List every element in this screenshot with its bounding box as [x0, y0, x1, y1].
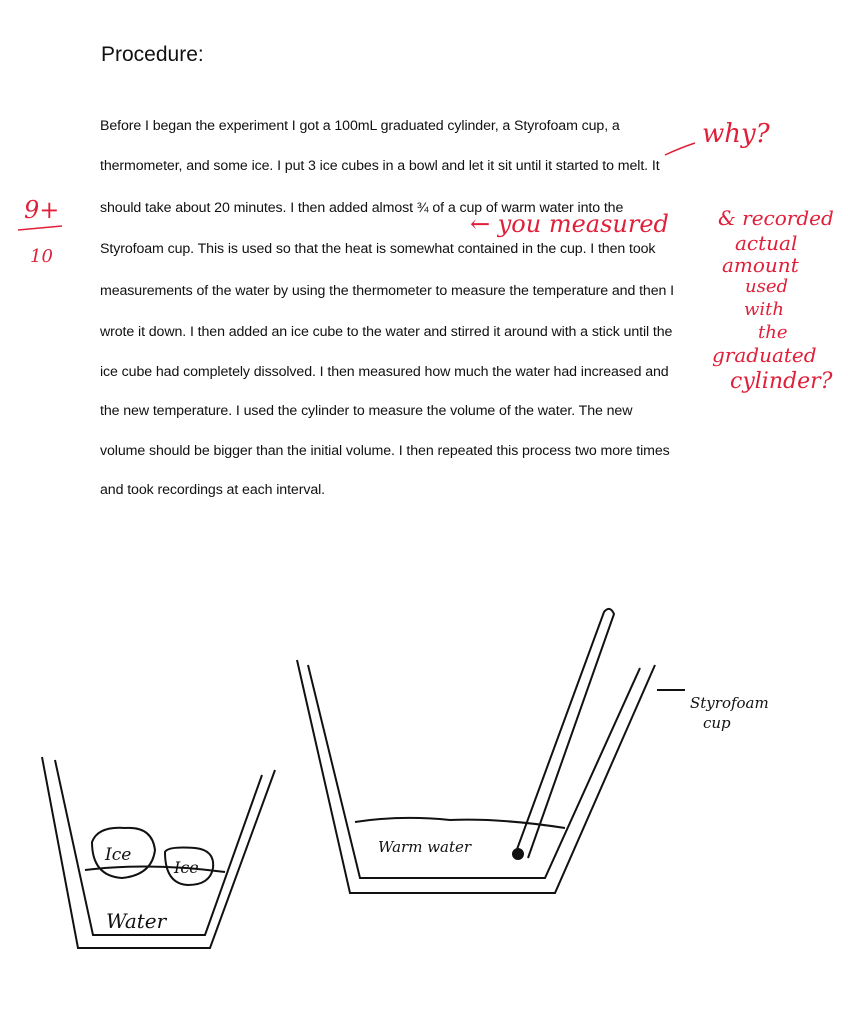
side-note-line: the	[758, 322, 788, 343]
cup-label: cup	[703, 714, 731, 732]
side-note-line: graduated	[712, 343, 817, 367]
why-stroke	[665, 143, 695, 155]
side-note-line: with	[744, 299, 784, 320]
thermometer	[516, 609, 614, 858]
text-line: should take about 20 minutes. I then added almost ¾ of a cup of warm water into the	[100, 200, 624, 216]
styrofoam-cup-labels	[378, 694, 769, 856]
side-note-line: amount	[722, 253, 799, 277]
side-note-line: & recorded	[718, 206, 834, 230]
ice-label: Ice	[105, 845, 132, 865]
teacher-annotations	[18, 119, 834, 394]
text-line: volume should be bigger than the initial volume. I then repeated this process two more times	[100, 443, 670, 459]
text-line: the new temperature. I used the cylinder to measure the volume of the water. The new	[100, 403, 633, 419]
text-line: measurements of the water by using the thermometer to measure the temperature and then I	[100, 283, 674, 299]
styrofoam-label: Styrofoam	[690, 694, 769, 712]
why-note: why?	[702, 119, 770, 149]
text-line: thermometer, and some ice. I put 3 ice cubes in a bowl and let it sit until it started to melt. It	[100, 158, 660, 174]
side-note-line: used	[745, 276, 789, 297]
grade-numerator: 9+	[24, 196, 60, 224]
text-line: and took recordings at each interval.	[100, 482, 326, 498]
grade-denominator: 10	[30, 246, 53, 267]
thermometer-bulb	[513, 849, 523, 859]
text-line: ice cube had completely dissolved. I then measured how much the water had increased and	[100, 364, 669, 380]
water-label: Water	[106, 909, 167, 933]
page-title: Procedure:	[101, 43, 204, 66]
styrofoam-cup-drawing	[297, 609, 685, 893]
side-note-line: actual	[735, 231, 798, 255]
grade-divider	[18, 226, 62, 230]
ice-label: Ice	[174, 858, 199, 877]
text-line: Styrofoam cup. This is used so that the heat is somewhat contained in the cup. I then took	[100, 241, 656, 257]
warm-water-label: Warm water	[378, 838, 472, 856]
you-measured-note: ← you measured	[470, 210, 669, 238]
text-line: Before I began the experiment I got a 100mL graduated cylinder, a Styrofoam cup, a	[100, 118, 620, 134]
side-note-line: cylinder?	[730, 369, 833, 394]
text-line: wrote it down. I then added an ice cube to the water and stirred it around with a stick until the	[100, 324, 673, 340]
ice-bowl-labels	[104, 845, 199, 933]
